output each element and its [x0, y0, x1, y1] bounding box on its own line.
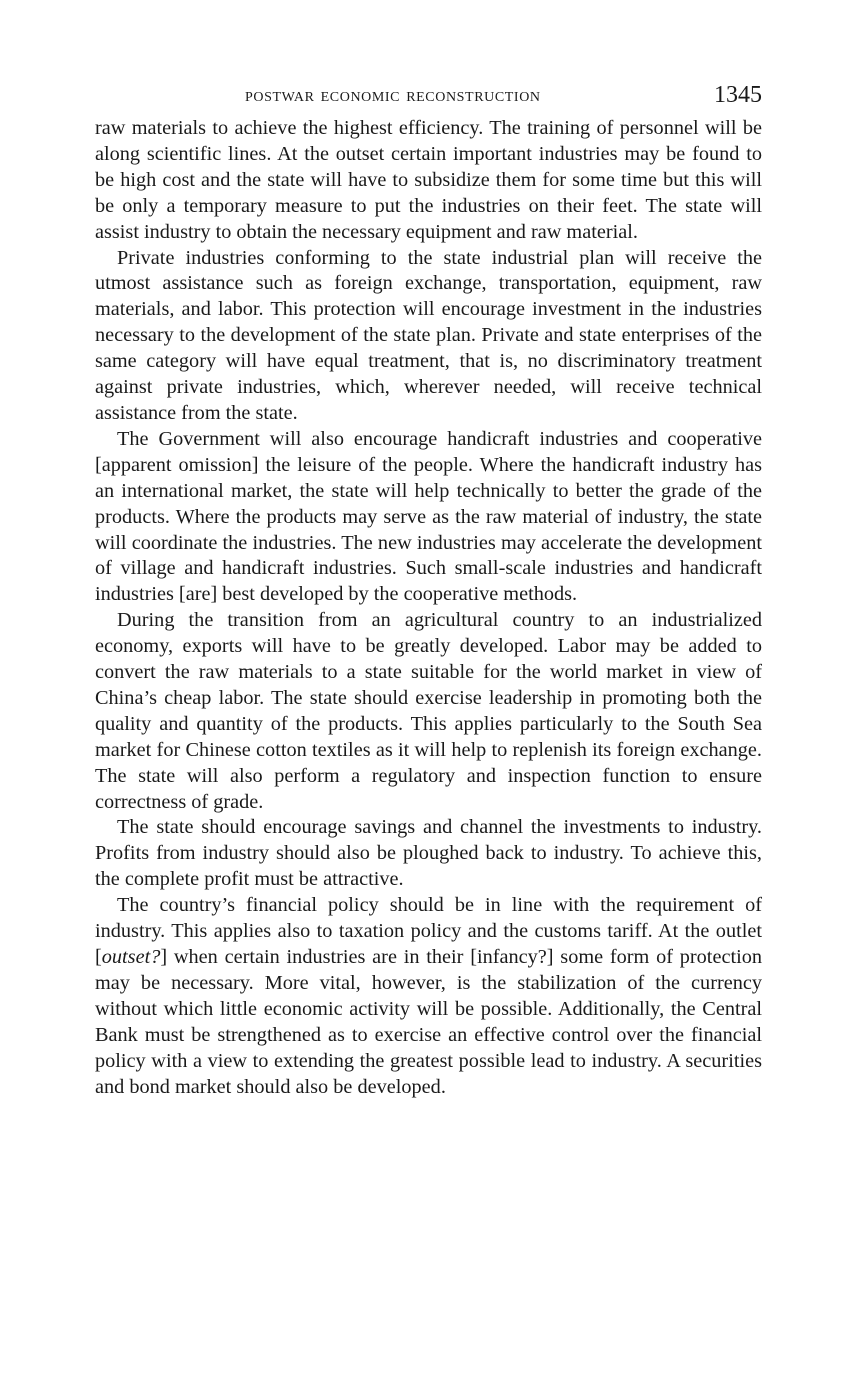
document-page — [95, 82, 762, 1100]
running-title: POSTWAR ECONOMIC RECONSTRUCTION — [245, 90, 541, 105]
paragraph-5: The state should encourage savings and channel the investments to industry. Profits from industry should also be ploughed back to industry. To achieve this, the complete profit must be attractive. — [95, 816, 762, 891]
paragraph-2: Private industries conforming to the state industrial plan will receive the utmost assistance such as foreign exchange, transportation, equipment, raw materials, and labor. This protection will encourage investment in the industries necessary to the development of the state plan. Private and state enterprises of the same category will have equal treatment, that is, no discriminatory treatment against private industries, which, wherever needed, will receive technical assistance from the state. — [95, 246, 762, 424]
paragraph-6-part-1: The country’s financial policy should be in line with the requirement of industry. This applies also to taxation policy and the customs tariff. At the outlet [ — [95, 894, 762, 968]
page-number: 1345 — [714, 82, 762, 108]
paragraph-6-italic-note: outset? — [101, 946, 161, 968]
paragraph-6 — [95, 893, 762, 1100]
paragraph-1: raw materials to achieve the highest efficiency. The training of personnel will be along scientific lines. At the outset certain important industries may be found to be high cost and the state will have to subsidize them for some time but this will be only a temporary measure to put the industries on their feet. The state will assist industry to obtain the necessary equipment and raw material. — [95, 117, 762, 243]
paragraph-6-part-2: ] when certain industries are in their [infancy?] some form of protection may be necessary. More vital, however, is the stabilization of the currency without which little economic activity will be possible. Additionally, the Central Bank must be strengthened as to exercise an effective control over the financial policy with a view to extending the greatest possible lead to industry. A securities and bond market should also be developed. — [95, 946, 762, 1098]
paragraph-3: The Government will also encourage handicraft industries and cooperative [apparent omission] the leisure of the people. Where the handicraft industry has an international market, the state will help technically to better the grade of the products. Where the products may serve as the raw material of industry, the state will coordinate the industries. The new industries may accelerate the development of village and handicraft industries. Such small-scale industries and handicraft industries [are] best developed by the cooperative methods. — [95, 427, 762, 606]
paragraph-4: During the transition from an agricultural country to an industrialized economy, exports will have to be greatly developed. Labor may be added to convert the raw materials to a state suitable for the world market in view of China’s cheap labor. The state should exercise leadership in promoting both the quality and quantity of the products. This applies particularly to the South Sea market for Chinese cotton textiles as it will help to replenish its foreign exchange. The state will also perform a regulatory and inspection function to ensure correctness of grade. — [95, 609, 762, 813]
running-header — [95, 82, 762, 116]
